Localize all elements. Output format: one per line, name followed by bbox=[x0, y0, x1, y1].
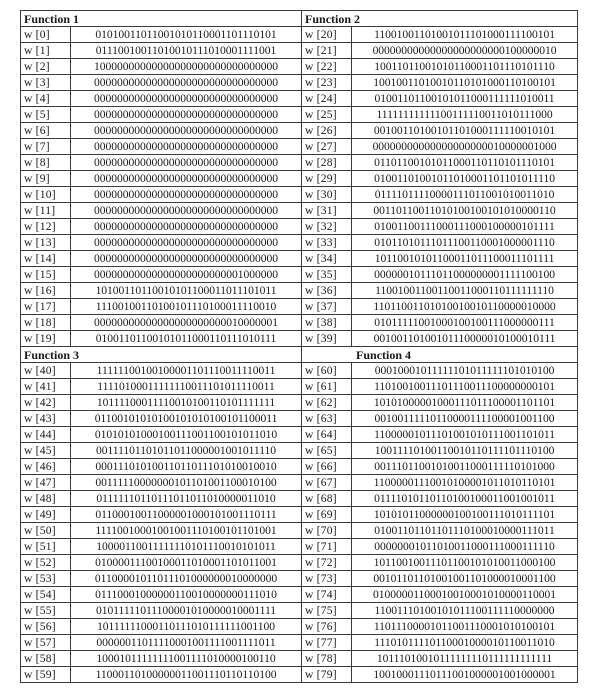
word-label: w [51] bbox=[21, 539, 71, 555]
word-label: w [71] bbox=[302, 539, 352, 555]
word-label: w [66] bbox=[302, 459, 352, 475]
word-bits: 00000000000000000000000000000000 bbox=[71, 91, 302, 107]
word-label: w [56] bbox=[21, 619, 71, 635]
word-label: w [79] bbox=[302, 667, 352, 683]
word-label: w [49] bbox=[21, 507, 71, 523]
word-bits: 10010011010010110101000110100101 bbox=[352, 75, 578, 91]
word-bits: 00000000000000000000000000000000 bbox=[71, 203, 302, 219]
table-row bbox=[21, 491, 578, 507]
word-bits: 00000010111011000000001111100100 bbox=[352, 267, 578, 283]
word-label: w [28] bbox=[302, 155, 352, 171]
word-bits: 00000001011010011000111000111110 bbox=[352, 539, 578, 555]
word-bits: 10001011111111001111010000100110 bbox=[71, 651, 302, 667]
word-bits: 01001101001011010001101101011110 bbox=[352, 171, 578, 187]
word-bits: 01011111001000100100111000000111 bbox=[352, 315, 578, 331]
word-bits: 01101100101011000110110101110101 bbox=[352, 155, 578, 171]
word-bits: 01001101101101110100010000111011 bbox=[352, 523, 578, 539]
word-label: w [68] bbox=[302, 491, 352, 507]
word-label: w [35] bbox=[302, 267, 352, 283]
table-row bbox=[21, 267, 578, 283]
word-label: w [8] bbox=[21, 155, 71, 171]
word-bits: 11000110100000011001110110110100 bbox=[71, 667, 302, 683]
table-row bbox=[21, 171, 578, 187]
word-label: w [23] bbox=[302, 75, 352, 91]
table-row bbox=[21, 507, 578, 523]
word-bits: 00100111110110000111100001001100 bbox=[352, 411, 578, 427]
word-bits: 01000001100010010001010000110001 bbox=[352, 587, 578, 603]
word-label: w [14] bbox=[21, 251, 71, 267]
word-label: w [70] bbox=[302, 523, 352, 539]
word-label: w [47] bbox=[21, 475, 71, 491]
word-bits: 11011001101010010010110000010000 bbox=[352, 299, 578, 315]
word-label: w [75] bbox=[302, 603, 352, 619]
word-label: w [43] bbox=[21, 411, 71, 427]
word-label: w [44] bbox=[21, 427, 71, 443]
word-label: w [64] bbox=[302, 427, 352, 443]
table-row bbox=[21, 459, 578, 475]
word-bits: 11000001110010100001011010110101 bbox=[352, 475, 578, 491]
word-bits: 10101011000000100100111010111101 bbox=[352, 507, 578, 523]
word-label: w [42] bbox=[21, 395, 71, 411]
word-bits: 00000000000000000000000001000000 bbox=[71, 267, 302, 283]
function-title: Function 1 bbox=[21, 11, 302, 27]
word-bits: 10100110110010101100011011101011 bbox=[71, 283, 302, 299]
word-label: w [48] bbox=[21, 491, 71, 507]
word-bits: 10111010010111111110111111111111 bbox=[352, 651, 578, 667]
word-bits: 11100100110100101110100011110010 bbox=[71, 299, 302, 315]
word-bits: 00000000000000000000000100000010 bbox=[352, 43, 578, 59]
word-label: w [58] bbox=[21, 651, 71, 667]
word-label: w [20] bbox=[302, 27, 352, 43]
word-bits: 01010011011001010110001101110101 bbox=[71, 27, 302, 43]
word-bits: 01001100111000111000100000101111 bbox=[352, 219, 578, 235]
table-row bbox=[21, 603, 578, 619]
word-bits: 00111110000000101101001100010100 bbox=[71, 475, 302, 491]
word-label: w [69] bbox=[302, 507, 352, 523]
table-row bbox=[21, 555, 578, 571]
word-label: w [10] bbox=[21, 187, 71, 203]
table-row bbox=[21, 379, 578, 395]
word-label: w [4] bbox=[21, 91, 71, 107]
table-row bbox=[21, 283, 578, 299]
word-label: w [7] bbox=[21, 139, 71, 155]
word-label: w [15] bbox=[21, 267, 71, 283]
word-bits: 10011110100110010110111101110100 bbox=[352, 443, 578, 459]
word-bits: 01111011110000111011001010011010 bbox=[352, 187, 578, 203]
word-bits: 00000000000000000000000000000000 bbox=[71, 187, 302, 203]
word-label: w [12] bbox=[21, 219, 71, 235]
function-title: Function 4 bbox=[302, 347, 578, 363]
word-label: w [26] bbox=[302, 123, 352, 139]
table-row bbox=[21, 91, 578, 107]
table-row bbox=[21, 123, 578, 139]
word-bits: 10110010011101100101010011000100 bbox=[352, 555, 578, 571]
word-label: w [55] bbox=[21, 603, 71, 619]
word-bits: 00100110100101101000111110010101 bbox=[352, 123, 578, 139]
word-bits: 00110110011010100100101010000110 bbox=[352, 203, 578, 219]
word-label: w [9] bbox=[21, 171, 71, 187]
word-bits: 01010101000100111001100101011010 bbox=[71, 427, 302, 443]
table-row bbox=[21, 475, 578, 491]
function-header-row bbox=[21, 347, 578, 363]
table-row bbox=[21, 187, 578, 203]
word-bits: 01100101010100101010100101100011 bbox=[71, 411, 302, 427]
word-label: w [63] bbox=[302, 411, 352, 427]
word-label: w [11] bbox=[21, 203, 71, 219]
word-bits: 01001101100101011000111111010011 bbox=[352, 91, 578, 107]
table-row bbox=[21, 523, 578, 539]
function-title: Function 2 bbox=[302, 11, 578, 27]
word-bits: 10010001110111001000001001000001 bbox=[352, 667, 578, 683]
table-row bbox=[21, 203, 578, 219]
word-label: w [37] bbox=[302, 299, 352, 315]
word-bits: 10011011001010110001101110101110 bbox=[352, 59, 578, 75]
word-bits: 01100010011000001000101001110111 bbox=[71, 507, 302, 523]
word-bits: 11110100011111110011101011110011 bbox=[71, 379, 302, 395]
word-bits: 00010001011111101011111101010100 bbox=[352, 363, 578, 379]
table-row bbox=[21, 59, 578, 75]
word-label: w [2] bbox=[21, 59, 71, 75]
word-bits: 00100110100101110000010100010111 bbox=[352, 331, 578, 347]
word-bits: 00000000000000000000000000000000 bbox=[71, 235, 302, 251]
word-bits: 00000000000000000000000000000000 bbox=[71, 171, 302, 187]
word-label: w [78] bbox=[302, 651, 352, 667]
function-header-row bbox=[21, 11, 578, 27]
table-row bbox=[21, 235, 578, 251]
word-label: w [72] bbox=[302, 555, 352, 571]
table-row bbox=[21, 219, 578, 235]
table-row bbox=[21, 667, 578, 683]
word-bits: 11000001011101001010111001101011 bbox=[352, 427, 578, 443]
word-label: w [22] bbox=[302, 59, 352, 75]
word-bits: 11110010001001001110100101101001 bbox=[71, 523, 302, 539]
word-label: w [52] bbox=[21, 555, 71, 571]
table-row bbox=[21, 539, 578, 555]
word-label: w [13] bbox=[21, 235, 71, 251]
word-bits: 01110010011010010111010001111001 bbox=[71, 43, 302, 59]
word-bits: 11111111111100111110011010111000 bbox=[352, 107, 578, 123]
word-label: w [50] bbox=[21, 523, 71, 539]
word-bits: 00101101101001001101000010001100 bbox=[352, 571, 578, 587]
table-row bbox=[21, 571, 578, 587]
word-bits: 00000000000000000000000000000000 bbox=[71, 139, 302, 155]
word-bits: 11001001100110011000110111111110 bbox=[352, 283, 578, 299]
word-label: w [77] bbox=[302, 635, 352, 651]
word-bits: 00000000000000000000000000000000 bbox=[71, 75, 302, 91]
word-label: w [67] bbox=[302, 475, 352, 491]
word-label: w [32] bbox=[302, 219, 352, 235]
word-bits: 01111110110111011011010000011010 bbox=[71, 491, 302, 507]
word-label: w [33] bbox=[302, 235, 352, 251]
word-label: w [54] bbox=[21, 587, 71, 603]
word-bits: 00000000000000000000000000000000 bbox=[71, 107, 302, 123]
table-row bbox=[21, 635, 578, 651]
table-row bbox=[21, 651, 578, 667]
word-label: w [76] bbox=[302, 619, 352, 635]
table-row bbox=[21, 619, 578, 635]
table-row bbox=[21, 587, 578, 603]
word-label: w [39] bbox=[302, 331, 352, 347]
word-bits: 00000000000000000000000000000000 bbox=[71, 155, 302, 171]
word-bits: 10111111000110111010111111001100 bbox=[71, 619, 302, 635]
word-bits: 01011010111011100110001000001110 bbox=[352, 235, 578, 251]
word-label: w [36] bbox=[302, 283, 352, 299]
word-bits: 00011101010011011011101010010010 bbox=[71, 459, 302, 475]
table-body bbox=[21, 11, 578, 683]
table-row bbox=[21, 43, 578, 59]
table-row bbox=[21, 299, 578, 315]
word-label: w [30] bbox=[302, 187, 352, 203]
word-bits: 11001001101001011101000111100101 bbox=[352, 27, 578, 43]
word-label: w [41] bbox=[21, 379, 71, 395]
table-row bbox=[21, 443, 578, 459]
word-bits: 01011111011100001010000010001111 bbox=[71, 603, 302, 619]
word-label: w [45] bbox=[21, 443, 71, 459]
table-row bbox=[21, 139, 578, 155]
word-label: w [34] bbox=[302, 251, 352, 267]
table-row bbox=[21, 251, 578, 267]
word-bits: 01000011100100011010001101011001 bbox=[71, 555, 302, 571]
table-row bbox=[21, 363, 578, 379]
word-label: w [1] bbox=[21, 43, 71, 59]
word-label: w [40] bbox=[21, 363, 71, 379]
word-bits: 10000110011111110101110010101011 bbox=[71, 539, 302, 555]
word-label: w [0] bbox=[21, 27, 71, 43]
word-bits: 00000000000000000000000000000000 bbox=[71, 219, 302, 235]
message-schedule-table bbox=[20, 10, 578, 683]
word-label: w [62] bbox=[302, 395, 352, 411]
word-label: w [38] bbox=[302, 315, 352, 331]
word-bits: 11011100001011001110001010100101 bbox=[352, 619, 578, 635]
word-label: w [6] bbox=[21, 123, 71, 139]
word-label: w [25] bbox=[302, 107, 352, 123]
word-label: w [31] bbox=[302, 203, 352, 219]
table-row bbox=[21, 27, 578, 43]
table-row bbox=[21, 427, 578, 443]
word-label: w [3] bbox=[21, 75, 71, 91]
table-row bbox=[21, 75, 578, 91]
table-row bbox=[21, 411, 578, 427]
word-bits: 00111101101011011000001001011110 bbox=[71, 443, 302, 459]
word-label: w [74] bbox=[302, 587, 352, 603]
word-label: w [59] bbox=[21, 667, 71, 683]
word-bits: 10000000000000000000000000000000 bbox=[71, 59, 302, 75]
word-bits: 00000000000000000000000000000000 bbox=[71, 123, 302, 139]
word-label: w [17] bbox=[21, 299, 71, 315]
word-label: w [18] bbox=[21, 315, 71, 331]
word-bits: 00111011001010011000111110101000 bbox=[352, 459, 578, 475]
word-bits: 11101011110110001000010110011010 bbox=[352, 635, 578, 651]
word-label: w [24] bbox=[302, 91, 352, 107]
word-label: w [73] bbox=[302, 571, 352, 587]
table-row bbox=[21, 395, 578, 411]
word-bits: 01111010110110100100011001001011 bbox=[352, 491, 578, 507]
word-bits: 00000000000000000000010000001000 bbox=[352, 139, 578, 155]
word-bits: 01100001011011101000000010000000 bbox=[71, 571, 302, 587]
word-label: w [46] bbox=[21, 459, 71, 475]
word-label: w [21] bbox=[302, 43, 352, 59]
table-row bbox=[21, 331, 578, 347]
word-bits: 11111100100100001101110011110011 bbox=[71, 363, 302, 379]
word-bits: 10101000001000111011100001101101 bbox=[352, 395, 578, 411]
word-label: w [5] bbox=[21, 107, 71, 123]
message-schedule-table-container bbox=[20, 10, 577, 683]
table-row bbox=[21, 107, 578, 123]
function-title: Function 3 bbox=[21, 347, 302, 363]
word-bits: 00000011011110001001111001111011 bbox=[71, 635, 302, 651]
table-row bbox=[21, 315, 578, 331]
word-bits: 10110010101100011011100011101111 bbox=[352, 251, 578, 267]
word-bits: 01001101100101011000110111010111 bbox=[71, 331, 302, 347]
word-bits: 00000000000000000000000000000000 bbox=[71, 251, 302, 267]
word-label: w [61] bbox=[302, 379, 352, 395]
word-label: w [53] bbox=[21, 571, 71, 587]
word-label: w [65] bbox=[302, 443, 352, 459]
word-label: w [19] bbox=[21, 331, 71, 347]
word-label: w [60] bbox=[302, 363, 352, 379]
word-label: w [57] bbox=[21, 635, 71, 651]
word-bits: 10111100011110010100110101111111 bbox=[71, 395, 302, 411]
word-bits: 00000000000000000000000010000001 bbox=[71, 315, 302, 331]
word-bits: 11010010011101110011100000000101 bbox=[352, 379, 578, 395]
word-bits: 11001110100101011100111110000000 bbox=[352, 603, 578, 619]
table-row bbox=[21, 155, 578, 171]
word-bits: 01110001000000110010000000111010 bbox=[71, 587, 302, 603]
word-label: w [27] bbox=[302, 139, 352, 155]
word-label: w [16] bbox=[21, 283, 71, 299]
word-label: w [29] bbox=[302, 171, 352, 187]
